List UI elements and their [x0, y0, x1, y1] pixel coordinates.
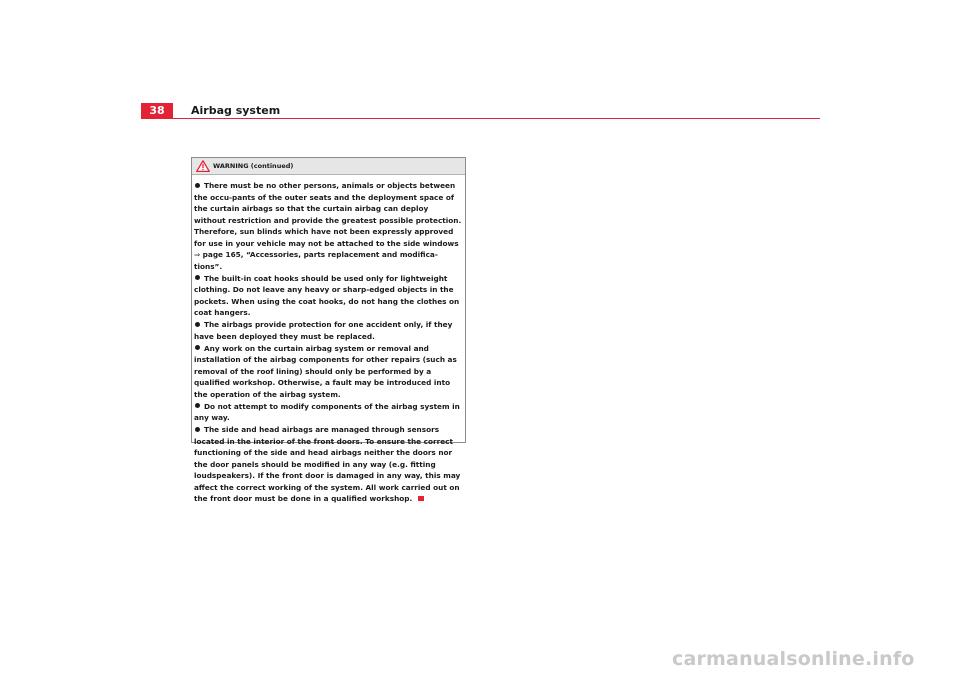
section-end-marker-icon — [418, 496, 424, 501]
warning-bullet — [194, 343, 462, 401]
bullet-dot-icon — [195, 322, 200, 327]
page-number: 38 — [141, 103, 173, 119]
warning-bullet — [194, 319, 462, 342]
warning-triangle-icon — [196, 160, 210, 172]
bullet-dot-icon — [195, 403, 200, 408]
bullet-text: Any work on the curtain airbag system or removal and installation of the airbag components for other repairs (such as removal of the roof lining) should only be performed by a qualified workshop. Otherwise, a fault may be introduced into the operation of the airbag system. — [194, 343, 457, 399]
watermark: carmanualsonline.info — [672, 648, 915, 670]
page-reference-link[interactable]: page 165, “Accessories, parts replacement and modifica-tions”. — [194, 250, 438, 271]
warning-bullet — [194, 424, 462, 505]
bullet-text: The airbags provide protection for one accident only, if they have been deployed they must be replaced. — [194, 320, 453, 341]
header-divider — [141, 118, 820, 119]
warning-bullet — [194, 273, 462, 319]
bullet-dot-icon — [195, 183, 200, 188]
warning-header — [192, 158, 465, 175]
warning-body — [192, 175, 465, 505]
warning-bullet — [194, 401, 462, 424]
bullet-dot-icon — [195, 345, 200, 350]
warning-label: WARNING (continued) — [213, 162, 294, 170]
page-reference-arrow-icon: ⇒ — [194, 250, 201, 259]
page-title: Airbag system — [191, 104, 281, 117]
bullet-text: The built-in coat hooks should be used only for lightweight clothing. Do not leave any heavy or sharp-edged objects in the pockets. When using the coat hooks, do not hang the clothes on coat hangers. — [194, 273, 460, 317]
bullet-dot-icon — [195, 427, 200, 432]
bullet-text: The side and head airbags are managed through sensors located in the interior of the front doors. To ensure the correct functioning of the side and head airbags neither the doors nor the door panels should be modified in any way (e.g. fitting loudspeakers). If the front door is damaged in any way, this may affect the correct working of the system. All work carried out on the front door must be done in a qualified workshop. — [194, 425, 461, 503]
warning-bullet — [194, 180, 462, 272]
bullet-dot-icon — [195, 275, 200, 280]
bullet-text: Do not attempt to modify components of the airbag system in any way. — [194, 401, 460, 422]
warning-box — [191, 157, 466, 503]
bullet-text: There must be no other persons, animals or objects between the occu-pants of the outer seats and the deployment space of the curtain airbags so that the curtain airbag can deploy without restriction and provide the greatest possible protection. Therefore, sun blinds which have not been expressly approved for use in your vehicle may not be attached to the side windows — [194, 181, 462, 248]
